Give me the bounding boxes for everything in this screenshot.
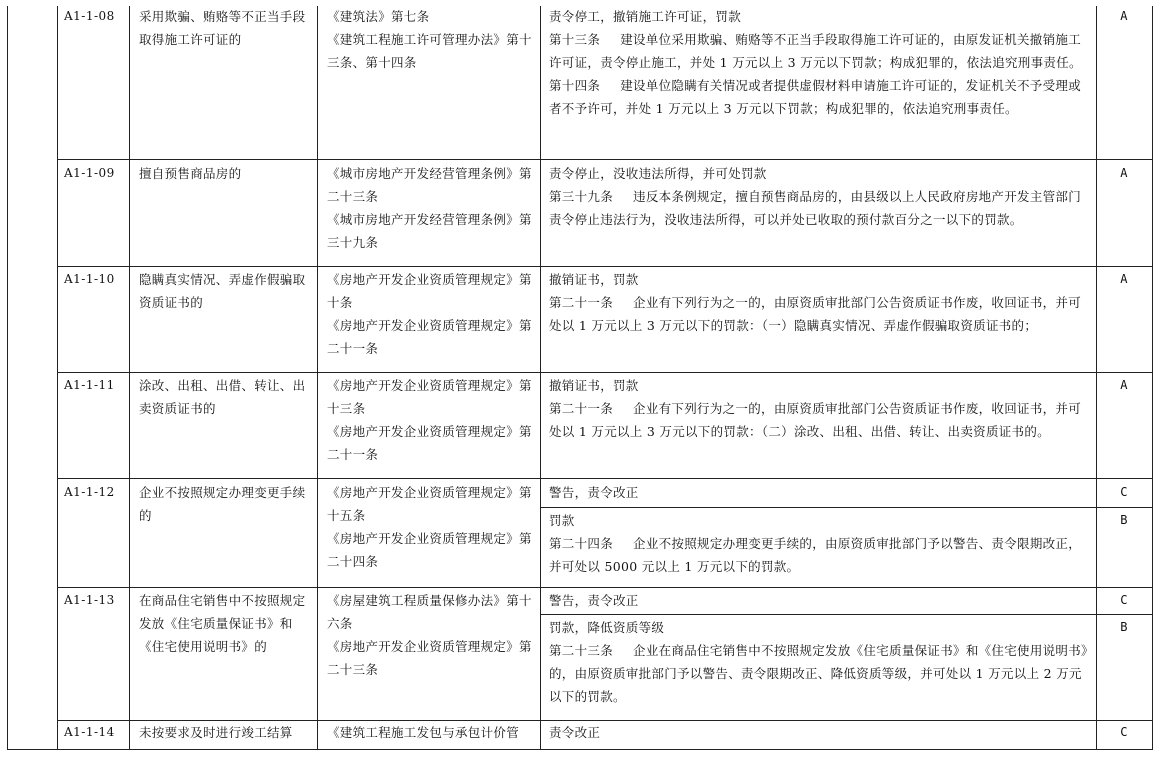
row-divider xyxy=(57,266,1153,267)
row-legal-basis: 《建筑法》第七条 《建筑工程施工许可管理办法》第十三条、第十四条 xyxy=(327,9,532,70)
row-level: A xyxy=(1120,378,1128,392)
row-violation: 在商品住宅销售中不按照规定发放《住宅质量保证书》和《住宅使用说明书》的 xyxy=(139,593,306,654)
row-legal-basis: 《房地产开发企业资质管理规定》第十条 《房地产开发企业资质管理规定》第二十一条 xyxy=(327,272,532,356)
column-divider xyxy=(540,6,541,750)
row-code: A1-1-12 xyxy=(64,485,115,499)
article-text: 建设单位隐瞒有关情况或者提供虚假材料申请施工许可证的，发证机关不予受理或者不予许可，并处 1 万元以上 3 万元以下罚款；构成犯罪的，依法追究刑事责任。 xyxy=(549,78,1082,116)
row-violation: 企业不按照规定办理变更手续的 xyxy=(139,485,306,523)
row-level: A xyxy=(1120,166,1128,180)
row-level: B xyxy=(1120,513,1128,527)
article-number: 第二十一条 xyxy=(549,401,614,416)
row-penalty xyxy=(549,374,1091,443)
article-text: 企业有下列行为之一的，由原资质审批部门公告资质证书作废，收回证书，并可处以 1 万元以上 3 万元以下的罚款：（一）隐瞒真实情况、弄虚作假骗取资质证书的； xyxy=(549,295,1082,333)
row-code: A1-1-10 xyxy=(64,272,115,286)
row-penalty xyxy=(549,481,1091,504)
penalty-summary: 责令改正 xyxy=(549,725,601,740)
row-divider xyxy=(57,478,1153,479)
row-penalty xyxy=(549,616,1091,708)
row-legal-basis: 《房地产开发企业资质管理规定》第十三条 《房地产开发企业资质管理规定》第二十一条 xyxy=(327,378,532,462)
row-code: A1-1-11 xyxy=(64,378,115,392)
penalty-summary: 警告，责令改正 xyxy=(549,485,639,500)
row-divider xyxy=(57,587,1153,588)
article-number: 第十四条 xyxy=(549,78,601,93)
row-divider xyxy=(57,159,1153,160)
article-number: 第二十三条 xyxy=(549,643,614,658)
article-number: 第三十九条 xyxy=(549,189,614,204)
subrow-divider xyxy=(540,507,1153,508)
row-code: A1-1-09 xyxy=(64,166,115,180)
row-level: A xyxy=(1120,9,1128,23)
row-penalty xyxy=(549,268,1091,337)
article-number: 第二十四条 xyxy=(549,536,614,551)
row-violation: 隐瞒真实情况、弄虚作假骗取资质证书的 xyxy=(139,272,306,310)
column-divider xyxy=(57,6,58,750)
penalty-summary: 撤销证书，罚款 xyxy=(549,378,639,393)
row-level: A xyxy=(1120,272,1128,286)
row-penalty xyxy=(549,162,1091,231)
row-legal-basis: 《房屋建筑工程质量保修办法》第十六条 《房地产开发企业资质管理规定》第二十三条 xyxy=(327,593,532,677)
article-text: 企业不按照规定办理变更手续的，由原资质审批部门予以警告、责令限期改正，并可处以 5000 元以上 1 万元以下的罚款。 xyxy=(549,536,1082,574)
row-violation: 采用欺骗、贿赂等不正当手段取得施工许可证的 xyxy=(139,9,306,47)
article-number: 第十三条 xyxy=(549,32,601,47)
row-code: A1-1-14 xyxy=(64,725,115,739)
row-violation: 未按要求及时进行竣工结算 xyxy=(139,725,293,740)
article-text: 企业有下列行为之一的，由原资质审批部门公告资质证书作废，收回证书，并可处以 1 万元以上 3 万元以下的罚款：（二）涂改、出租、出借、转让、出卖资质证书的。 xyxy=(549,401,1082,439)
row-divider xyxy=(57,372,1153,373)
column-divider xyxy=(317,6,318,750)
row-level: B xyxy=(1120,620,1128,634)
row-penalty xyxy=(549,5,1091,120)
penalty-summary: 罚款，降低资质等级 xyxy=(549,620,665,635)
penalty-summary: 警告，责令改正 xyxy=(549,593,639,608)
row-legal-basis: 《建筑工程施工发包与承包计价管 xyxy=(327,725,520,740)
article-text: 企业在商品住宅销售中不按照规定发放《住宅质量保证书》和《住宅使用说明书》的，由原资质审批部门予以警告、责令限期改正、降低资质等级，并可处以 1 万元以上 2 万元以下的罚款。 xyxy=(549,643,1088,704)
row-legal-basis: 《房地产开发企业资质管理规定》第十五条 《房地产开发企业资质管理规定》第二十四条 xyxy=(327,485,532,569)
row-level: C xyxy=(1120,485,1128,499)
penalty-summary: 罚款 xyxy=(549,513,575,528)
row-level: C xyxy=(1120,725,1128,739)
row-penalty xyxy=(549,589,1091,612)
article-text: 建设单位采用欺骗、贿赂等不正当手段取得施工许可证的，由原发证机关撤销施工许可证，责令停止施工，并处 1 万元以上 3 万元以下罚款；构成犯罪的，依法追究刑事责任。 xyxy=(549,32,1082,70)
row-penalty xyxy=(549,509,1091,578)
article-text: 违反本条例规定，擅自预售商品房的，由县级以上人民政府房地产开发主管部门责令停止违法行为，没收违法所得，可以并处已收取的预付款百分之一以下的罚款。 xyxy=(549,189,1082,227)
row-level: C xyxy=(1120,593,1128,607)
row-violation: 涂改、出租、出借、转让、出卖资质证书的 xyxy=(139,378,306,416)
row-violation: 擅自预售商品房的 xyxy=(139,166,242,181)
row-legal-basis: 《城市房地产开发经营管理条例》第二十三条 《城市房地产开发经营管理条例》第三十九条 xyxy=(327,166,532,250)
penalty-summary: 责令停止，没收违法所得，并可处罚款 xyxy=(549,166,767,181)
row-code: A1-1-13 xyxy=(64,593,115,607)
subrow-divider xyxy=(540,614,1153,615)
row-penalty xyxy=(549,721,1091,744)
penalty-summary: 撤销证书，罚款 xyxy=(549,272,639,287)
article-number: 第二十一条 xyxy=(549,295,614,310)
row-code: A1-1-08 xyxy=(64,9,115,23)
penalty-summary: 责令停工，撤销施工许可证，罚款 xyxy=(549,9,742,24)
